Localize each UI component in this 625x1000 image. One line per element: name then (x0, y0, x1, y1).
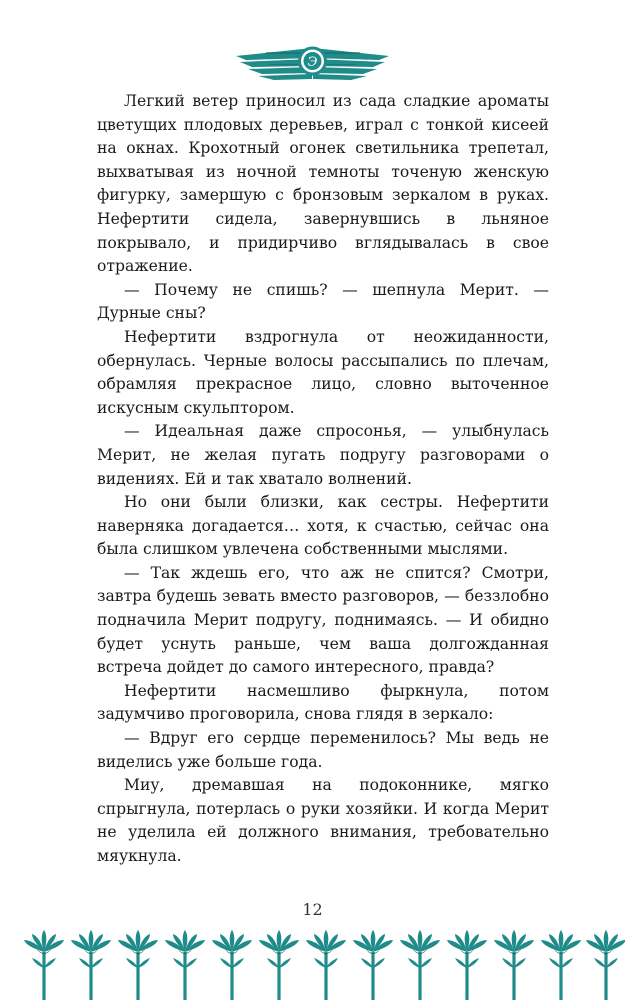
lotus-flower-icon (586, 930, 625, 1000)
lotus-flower-icon (447, 930, 487, 1000)
paragraph: — Так ждешь его, что аж не спится? Смотри, завтра будешь зевать вместо разговоров, — беззлобно подначила Мерит подругу, поднимаясь. — И обидно будет уснуть раньше, чем ваша долгожданная встреча дойдет до самого интересного, правда? (97, 563, 549, 677)
lotus-flower-icon (541, 930, 581, 1000)
lotus-border (0, 928, 625, 1000)
lotus-flower-icon (71, 930, 111, 1000)
paragraph: — Идеальная даже спросонья, — улыбнулась Мерит, не желая пугать подругу разговорами о видениях. Ей и так хватало волнений. (97, 422, 549, 488)
paragraph: Нефертити вздрогнула от неожиданности, обернулась. Черные волосы рассыпались по плечам, обрамляя прекрасное лицо, словно выточенное искусным скульптором. (97, 327, 549, 417)
lotus-flower-icon (212, 930, 252, 1000)
paragraph: Миу, дремавшая на подоконнике, мягко спрыгнула, потерлась о руки хозяйки. И когда Мерит не уделила ей должного внимания, требовательно мяукнула. (97, 776, 549, 865)
lotus-flower-icon (353, 930, 393, 1000)
paragraph: Нефертити насмешливо фыркнула, потом задумчиво проговорила, снова глядя в зеркало: (97, 681, 549, 724)
lotus-flower-icon (118, 930, 158, 1000)
emblem-letter: Э (307, 55, 318, 70)
lotus-flower-icon (306, 930, 346, 1000)
lotus-flower-icon (259, 930, 299, 1000)
paragraph: — Вдруг его сердце переменилось? Мы ведь не виделись уже больше года. (97, 729, 549, 771)
paragraph: Легкий ветер приносил из сада сладкие ароматы цветущих плодовых деревьев, играл с тонкой кисеей на окнах. Крохотный огонек светильника трепетал, выхватывая из ночной темноты точеную женскую фигурку, замершую с бронзовым зеркалом в руках. Нефертити сидела, завернувшись в льняное покрывало, и придирчиво вглядывалась в свое отражение. (97, 92, 549, 276)
chapter-text (97, 90, 549, 869)
lotus-flower-icon (24, 930, 64, 1000)
lotus-flower-icon (165, 930, 205, 1000)
paragraph: — Почему не спишь? — шепнула Мерит. — Дурные сны? (97, 280, 549, 323)
lotus-flower-icon (400, 930, 440, 1000)
paragraph: Но они были близки, как сестры. Нефертити наверняка догадается… хотя, к счастью, сейчас она была слишком увлечена собственными мыслями. (97, 493, 549, 559)
page-number: 12 (302, 900, 323, 919)
lotus-flower-icon (494, 930, 534, 1000)
winged-sun-emblem-icon (0, 38, 625, 86)
